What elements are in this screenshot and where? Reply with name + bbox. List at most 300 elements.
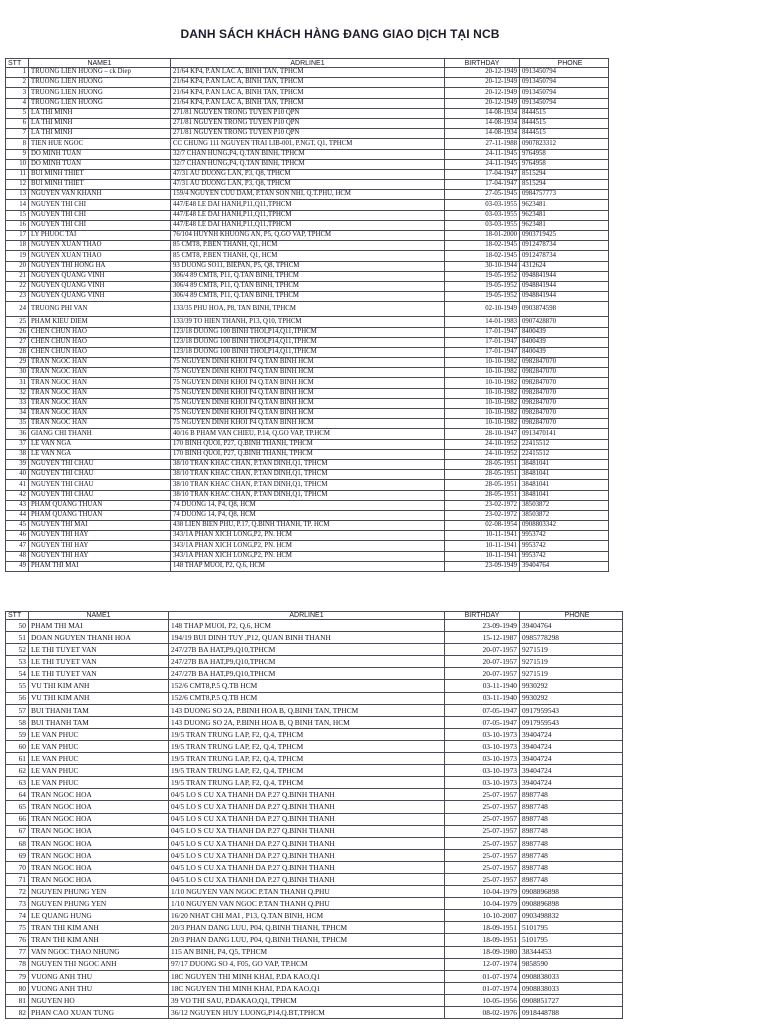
stt-cell: 6 — [6, 118, 29, 128]
table-row — [6, 337, 609, 347]
phone-cell: 9764958 — [520, 159, 609, 169]
name-cell: DO MINH TUAN — [29, 149, 171, 159]
name-cell: TRUONG LIEN HUONG — [29, 78, 171, 88]
birthday-cell: 25-07-1957 — [445, 861, 520, 873]
name-cell: DOAN NGUYEN THANH HOA — [29, 632, 169, 644]
table-row — [6, 551, 609, 561]
phone-cell: 0948841944 — [520, 292, 609, 302]
stt-cell: 47 — [6, 541, 29, 551]
address-cell: 170 BINH QUOI, P27, Q.BINH THANH, TPHCM — [171, 449, 445, 459]
stt-cell: 11 — [6, 169, 29, 179]
table-row — [6, 692, 623, 704]
phone-cell: 8444515 — [520, 118, 609, 128]
birthday-cell: 23-02-1972 — [445, 500, 520, 510]
name-cell: NGUYEN THI HAY — [29, 551, 171, 561]
table-row — [6, 78, 609, 88]
address-cell: 19/5 TRAN TRUNG LAP, F2, Q.4, TPHCM — [169, 728, 445, 740]
birthday-cell: 01-07-1974 — [445, 970, 520, 982]
stt-cell: 8 — [6, 139, 29, 149]
address-cell: 133/35 PHU HOA, P8, TAN BINH, TPHCM — [171, 302, 445, 317]
phone-cell: 0982847070 — [520, 409, 609, 419]
birthday-cell: 10-10-1982 — [445, 368, 520, 378]
birthday-cell: 25-07-1957 — [445, 849, 520, 861]
table-row — [6, 129, 609, 139]
address-cell: 143 DUONG SO 2A, P.BINH HOA B, Q BINH TAN, HCM — [169, 716, 445, 728]
table-row — [6, 500, 609, 510]
table-row — [6, 378, 609, 388]
phone-cell: 0982847070 — [520, 378, 609, 388]
header-row — [6, 612, 623, 620]
stt-cell: 12 — [6, 180, 29, 190]
table-row — [6, 531, 609, 541]
name-cell: NGUYEN PHUNG YEN — [29, 898, 169, 910]
birthday-cell: 03-10-1973 — [445, 728, 520, 740]
address-cell: 04/5 LO S CU XA THANH DA P.27 Q.BINH THANH — [169, 861, 445, 873]
stt-cell: 65 — [6, 801, 29, 813]
address-cell: 247/27B BA HAT,P9,Q10,TPHCM — [169, 656, 445, 668]
stt-cell: 66 — [6, 813, 29, 825]
stt-cell: 79 — [6, 970, 29, 982]
stt-cell: 45 — [6, 521, 29, 531]
name-cell: LA THI MINH — [29, 118, 171, 128]
birthday-cell: 23-09-1949 — [445, 620, 520, 632]
birthday-cell: 17-04-1947 — [445, 169, 520, 179]
address-cell: 247/27B BA HAT,P9,Q10,TPHCM — [169, 668, 445, 680]
header-name: NAME1 — [29, 612, 169, 620]
birthday-cell: 03-10-1973 — [445, 765, 520, 777]
table-row — [6, 765, 623, 777]
birthday-cell: 28-05-1951 — [445, 459, 520, 469]
phone-cell: 8987748 — [520, 825, 623, 837]
header-stt: STT — [6, 612, 29, 620]
table-row — [6, 934, 623, 946]
stt-cell: 58 — [6, 716, 29, 728]
address-cell: 143 DUONG SO 2A, P.BINH HOA B, Q.BINH TAN, TPHCM — [169, 704, 445, 716]
table-row — [6, 886, 623, 898]
stt-cell: 64 — [6, 789, 29, 801]
stt-cell: 71 — [6, 873, 29, 885]
address-cell: 306/4 89 CMT8, P11, Q.TAN BINH, TPHCM — [171, 281, 445, 291]
birthday-cell: 03-11-1940 — [445, 692, 520, 704]
table-row — [6, 801, 623, 813]
birthday-cell: 18-09-1951 — [445, 922, 520, 934]
phone-cell: 0903498832 — [520, 910, 623, 922]
phone-cell: 5101795 — [520, 922, 623, 934]
birthday-cell: 14-08-1934 — [445, 118, 520, 128]
address-cell: 93 DUONG SO11, BIEPAN, P5, Q8, TPHCM — [171, 261, 445, 271]
phone-cell: 8400439 — [520, 337, 609, 347]
name-cell: PHAM THI MAI — [29, 561, 171, 571]
birthday-cell: 25-07-1957 — [445, 873, 520, 885]
stt-cell: 52 — [6, 644, 29, 656]
stt-cell: 37 — [6, 439, 29, 449]
table-row — [6, 861, 623, 873]
name-cell: LE QUANG HUNG — [29, 910, 169, 922]
stt-cell: 35 — [6, 419, 29, 429]
birthday-cell: 24-11-1945 — [445, 159, 520, 169]
address-cell: 75 NGUYEN DINH KHOI P4 Q.TAN BINH HCM — [171, 398, 445, 408]
address-cell: 447/E48 LE DAI HANH,P11,Q11,TPHCM — [171, 200, 445, 210]
stt-cell: 46 — [6, 531, 29, 541]
phone-cell: 8444515 — [520, 129, 609, 139]
address-cell: 76/104 HUYNH KHUONG AN, P5, Q.GO VAP, TPHCM — [171, 231, 445, 241]
table-row — [6, 789, 623, 801]
phone-cell: 8987748 — [520, 789, 623, 801]
table-row — [6, 388, 609, 398]
name-cell: VU THI KIM ANH — [29, 680, 169, 692]
name-cell: TRAN NGOC HAN — [29, 378, 171, 388]
table-row — [6, 541, 609, 551]
birthday-cell: 10-11-1941 — [445, 531, 520, 541]
stt-cell: 23 — [6, 292, 29, 302]
table-row — [6, 970, 623, 982]
phone-cell: 39404764 — [520, 620, 623, 632]
name-cell: TRAN NGOC HAN — [29, 398, 171, 408]
stt-cell: 78 — [6, 958, 29, 970]
table-row — [6, 910, 623, 922]
table-row — [6, 200, 609, 210]
phone-cell: 9858590 — [520, 958, 623, 970]
table-row — [6, 368, 609, 378]
address-cell: 36/12 NGUYEN HUY LUONG,P14,Q.BT,TPHCM — [169, 1007, 445, 1019]
name-cell: VAN NGOC THAO NHUNG — [29, 946, 169, 958]
phone-cell: 0982847070 — [520, 388, 609, 398]
birthday-cell: 12-07-1974 — [445, 958, 520, 970]
table-row — [6, 419, 609, 429]
birthday-cell: 10-10-1982 — [445, 388, 520, 398]
birthday-cell: 10-05-1956 — [445, 994, 520, 1006]
name-cell: LA THI MINH — [29, 129, 171, 139]
phone-cell: 9953742 — [520, 541, 609, 551]
stt-cell: 72 — [6, 886, 29, 898]
table-row — [6, 644, 623, 656]
stt-cell: 25 — [6, 317, 29, 327]
address-cell: 75 NGUYEN DINH KHOI P4 Q.TAN BINH HCM — [171, 388, 445, 398]
table-row — [6, 139, 609, 149]
phone-cell: 0948841944 — [520, 271, 609, 281]
address-cell: 123/18 DUONG 100 BINH THOI,P14,Q11,TPHCM — [171, 327, 445, 337]
stt-cell: 2 — [6, 78, 29, 88]
name-cell: TRUONG LIEN HUONG — [29, 88, 171, 98]
table-row — [6, 1007, 623, 1019]
address-cell: 343/1A PHAN XICH LONG,P2, PN. HCM — [171, 551, 445, 561]
table-row — [6, 668, 623, 680]
name-cell: TRAN NGOC HAN — [29, 409, 171, 419]
stt-cell: 70 — [6, 861, 29, 873]
birthday-cell: 02-08-1954 — [445, 521, 520, 531]
stt-cell: 5 — [6, 108, 29, 118]
name-cell: NGUYEN QUANG VINH — [29, 292, 171, 302]
name-cell: LE THI TUYET VAN — [29, 656, 169, 668]
name-cell: NGUYEN THI CHI — [29, 210, 171, 220]
table-row — [6, 358, 609, 368]
birthday-cell: 25-07-1957 — [445, 801, 520, 813]
address-cell: 97/17 DUONG SO 4, F05, GO VAP, TP.HCM — [169, 958, 445, 970]
stt-cell: 68 — [6, 837, 29, 849]
phone-cell: 0917959543 — [520, 704, 623, 716]
name-cell: TRAN NGOC HOA — [29, 789, 169, 801]
birthday-cell: 03-10-1973 — [445, 777, 520, 789]
address-cell: 21/64 KP4, P.AN LAC A, BINH TAN, TPHCM — [171, 98, 445, 108]
birthday-cell: 27-11-1988 — [445, 139, 520, 149]
address-cell: 32/7 CHAN HUNG,P4, Q.TAN BINH, TPHCM — [171, 159, 445, 169]
name-cell: TRAN NGOC HOA — [29, 813, 169, 825]
name-cell: PHAM THI MAI — [29, 620, 169, 632]
name-cell: PHAN CAO XUAN TUNG — [29, 1007, 169, 1019]
stt-cell: 16 — [6, 220, 29, 230]
birthday-cell: 17-01-1947 — [445, 347, 520, 357]
table-row — [6, 210, 609, 220]
stt-cell: 40 — [6, 470, 29, 480]
table-row — [6, 98, 609, 108]
birthday-cell: 03-03-1955 — [445, 210, 520, 220]
table-row — [6, 159, 609, 169]
name-cell: NGUYEN THI CHI — [29, 220, 171, 230]
header-phone: PHONE — [520, 612, 623, 620]
stt-cell: 82 — [6, 1007, 29, 1019]
phone-cell: 39404764 — [520, 561, 609, 571]
address-cell: 133/39 TO HIEN THANH, P13, Q10, TPHCM — [171, 317, 445, 327]
name-cell: NGUYEN THI HAY — [29, 531, 171, 541]
address-cell: 75 NGUYEN DINH KHOI P4 Q.TAN BINH HCM — [171, 368, 445, 378]
birthday-cell: 19-05-1952 — [445, 292, 520, 302]
address-cell: 438 LIEN BIEN PHU, P.17, Q.BINH THANH, TP. HCM — [171, 521, 445, 531]
stt-cell: 55 — [6, 680, 29, 692]
name-cell: VUONG ANH THU — [29, 982, 169, 994]
phone-cell: 0908851727 — [520, 994, 623, 1006]
name-cell: NGUYEN THI MAI — [29, 521, 171, 531]
birthday-cell: 10-04-1979 — [445, 898, 520, 910]
name-cell: BUI MINH THIET — [29, 169, 171, 179]
stt-cell: 50 — [6, 620, 29, 632]
address-cell: 85 CMT8, P.BEN THANH, Q1, HCM — [171, 241, 445, 251]
stt-cell: 59 — [6, 728, 29, 740]
table-row — [6, 994, 623, 1006]
table-row — [6, 317, 609, 327]
table-row — [6, 982, 623, 994]
stt-cell: 60 — [6, 740, 29, 752]
stt-cell: 14 — [6, 200, 29, 210]
stt-cell: 43 — [6, 500, 29, 510]
phone-cell: 9271519 — [520, 656, 623, 668]
table-row — [6, 680, 623, 692]
phone-cell: 9953742 — [520, 531, 609, 541]
phone-cell: 9623481 — [520, 220, 609, 230]
birthday-cell: 20-12-1949 — [445, 98, 520, 108]
birthday-cell: 20-07-1957 — [445, 668, 520, 680]
header-birthday: BIRTHDAY — [445, 59, 520, 68]
stt-cell: 73 — [6, 898, 29, 910]
phone-cell: 22415512 — [520, 449, 609, 459]
birthday-cell: 25-07-1957 — [445, 813, 520, 825]
birthday-cell: 20-07-1957 — [445, 644, 520, 656]
name-cell: NGUYEN HO — [29, 994, 169, 1006]
name-cell: LE VAN PHUC — [29, 765, 169, 777]
address-cell: 20/3 PHAN DANG LUU, P04, Q.BINH THANH, TPHCM — [169, 934, 445, 946]
table-row — [6, 108, 609, 118]
stt-cell: 36 — [6, 429, 29, 439]
phone-cell: 0908838033 — [520, 982, 623, 994]
phone-cell: 9623481 — [520, 200, 609, 210]
table-row — [6, 728, 623, 740]
address-cell: 1/10 NGUYEN VAN NGOC P.TAN THANH Q.PHU — [169, 886, 445, 898]
phone-cell: 8987748 — [520, 801, 623, 813]
stt-cell: 38 — [6, 449, 29, 459]
stt-cell: 31 — [6, 378, 29, 388]
stt-cell: 27 — [6, 337, 29, 347]
name-cell: DO MINH TUAN — [29, 159, 171, 169]
name-cell: NGUYEN XUAN THAO — [29, 241, 171, 251]
phone-cell: 38481041 — [520, 480, 609, 490]
name-cell: TRUONG LIEN HUONG – ck Diep — [29, 68, 171, 78]
birthday-cell: 23-09-1949 — [445, 561, 520, 571]
name-cell: TRAN NGOC HOA — [29, 849, 169, 861]
address-cell: 21/64 KP4, P.AN LAC A, BINH TAN, TPHCM — [171, 88, 445, 98]
customer-table-2 — [5, 611, 623, 1019]
birthday-cell: 14-08-1934 — [445, 129, 520, 139]
address-cell: 75 NGUYEN DINH KHOI P4 Q.TAN BINH HCM — [171, 358, 445, 368]
address-cell: 38/10 TRAN KHAC CHAN, P.TAN DINH,Q1, TPHCM — [171, 480, 445, 490]
name-cell: TRAN NGOC HAN — [29, 368, 171, 378]
birthday-cell: 10-04-1979 — [445, 886, 520, 898]
name-cell: LE VAN PHUC — [29, 740, 169, 752]
phone-cell: 0985778298 — [520, 632, 623, 644]
table-row — [6, 922, 623, 934]
address-cell: 21/64 KP4, P.AN LAC A, BINH TAN, TPHCM — [171, 68, 445, 78]
birthday-cell: 24-10-1952 — [445, 449, 520, 459]
address-cell: 40/16 B PHAM VAN CHIEU, P.14, Q.GO VAP, TP.HCM — [171, 429, 445, 439]
name-cell: NGUYEN THI CHAU — [29, 470, 171, 480]
table-row — [6, 480, 609, 490]
name-cell: NGUYEN THI HONG HA — [29, 261, 171, 271]
name-cell: LY PHUOC TAI — [29, 231, 171, 241]
address-cell: 47/31 AU DUONG LAN, P3, Q8, TPHCM — [171, 180, 445, 190]
table-row — [6, 241, 609, 251]
birthday-cell: 28-10-1947 — [445, 429, 520, 439]
birthday-cell: 20-12-1949 — [445, 88, 520, 98]
table-row — [6, 327, 609, 337]
phone-cell: 0912478734 — [520, 251, 609, 261]
address-cell: 148 THAP MUOI, P2, Q.6, HCM — [169, 620, 445, 632]
address-cell: 04/5 LO S CU XA THANH DA P.27 Q.BINH THANH — [169, 837, 445, 849]
table-row — [6, 825, 623, 837]
birthday-cell: 20-12-1949 — [445, 78, 520, 88]
name-cell: CHEN CHUN HAO — [29, 347, 171, 357]
address-cell: 39 VO THI SAU, P.DAKAO,Q1, TPHCM — [169, 994, 445, 1006]
address-cell: 75 NGUYEN DINH KHOI P4 Q.TAN BINH HCM — [171, 419, 445, 429]
address-cell: 38/10 TRAN KHAC CHAN, P.TAN DINH,Q1, TPHCM — [171, 490, 445, 500]
address-cell: 19/5 TRAN TRUNG LAP, F2, Q.4, TPHCM — [169, 777, 445, 789]
name-cell: TRAN NGOC HOA — [29, 801, 169, 813]
birthday-cell: 18-01-2000 — [445, 231, 520, 241]
header-row — [6, 59, 609, 68]
name-cell: LE VAN NGA — [29, 449, 171, 459]
address-cell: 19/5 TRAN TRUNG LAP, F2, Q.4, TPHCM — [169, 740, 445, 752]
phone-cell: 0982847070 — [520, 368, 609, 378]
header-stt: STT — [6, 59, 29, 68]
stt-cell: 41 — [6, 480, 29, 490]
stt-cell: 80 — [6, 982, 29, 994]
header-name: NAME1 — [29, 59, 171, 68]
address-cell: 306/4 89 CMT8, P11, Q.TAN BINH, TPHCM — [171, 271, 445, 281]
birthday-cell: 03-10-1973 — [445, 740, 520, 752]
stt-cell: 56 — [6, 692, 29, 704]
name-cell: NGUYEN THI CHAU — [29, 480, 171, 490]
address-cell: 271/81 NGUYEN TRONG TUYEN P10 QPN — [171, 129, 445, 139]
stt-cell: 33 — [6, 398, 29, 408]
table-row — [6, 459, 609, 469]
stt-cell: 19 — [6, 251, 29, 261]
phone-cell: 0908896898 — [520, 898, 623, 910]
address-cell: 247/27B BA HAT,P9,Q10,TPHCM — [169, 644, 445, 656]
header-birthday: BIRTHDAY — [445, 612, 520, 620]
phone-cell: 0982847070 — [520, 398, 609, 408]
table-row — [6, 261, 609, 271]
phone-cell: 8515294 — [520, 169, 609, 179]
name-cell: TRAN NGOC HOA — [29, 825, 169, 837]
table-row — [6, 510, 609, 520]
header-phone: PHONE — [520, 59, 609, 68]
address-cell: 343/1A PHAN XICH LONG,P2, PN. HCM — [171, 531, 445, 541]
phone-cell: 9930292 — [520, 680, 623, 692]
name-cell: CHEN CHUN HAO — [29, 337, 171, 347]
address-cell: 47/31 AU DUONG LAN, P3, Q8, TPHCM — [171, 169, 445, 179]
table-row — [6, 88, 609, 98]
name-cell: TRAN NGOC HOA — [29, 861, 169, 873]
birthday-cell: 20-12-1949 — [445, 68, 520, 78]
table-row — [6, 620, 623, 632]
phone-cell: 0908803342 — [520, 521, 609, 531]
name-cell: LE THI TUYET VAN — [29, 644, 169, 656]
stt-cell: 75 — [6, 922, 29, 934]
birthday-cell: 30-10-1944 — [445, 261, 520, 271]
name-cell: TRUONG PHI VAN — [29, 302, 171, 317]
name-cell: VU THI KIM ANH — [29, 692, 169, 704]
birthday-cell: 19-05-1952 — [445, 281, 520, 291]
birthday-cell: 10-11-1941 — [445, 541, 520, 551]
table-row — [6, 220, 609, 230]
name-cell: CHEN CHUN HAO — [29, 327, 171, 337]
table-row — [6, 398, 609, 408]
phone-cell: 38481041 — [520, 470, 609, 480]
birthday-cell: 20-07-1957 — [445, 656, 520, 668]
address-cell: 152/6 CMT8,P.5 Q.TB HCM — [169, 680, 445, 692]
address-cell: 18C NGUYEN THI MINH KHAI, P.DA KAO,Q1 — [169, 970, 445, 982]
table-row — [6, 190, 609, 200]
stt-cell: 44 — [6, 510, 29, 520]
name-cell: NGUYEN PHUNG YEN — [29, 886, 169, 898]
phone-cell: 38481041 — [520, 490, 609, 500]
table-row — [6, 439, 609, 449]
phone-cell: 8987748 — [520, 813, 623, 825]
birthday-cell: 10-10-1982 — [445, 358, 520, 368]
address-cell: 447/E48 LE DAI HANH,P11,Q11,TPHCM — [171, 210, 445, 220]
birthday-cell: 07-05-1947 — [445, 704, 520, 716]
birthday-cell: 23-02-1972 — [445, 510, 520, 520]
name-cell: LA THI MINH — [29, 108, 171, 118]
phone-cell: 39404724 — [520, 777, 623, 789]
birthday-cell: 24-11-1945 — [445, 149, 520, 159]
name-cell: TRAN THI KIM ANH — [29, 922, 169, 934]
phone-cell: 0984757773 — [520, 190, 609, 200]
name-cell: TRUONG LIEN HUONG — [29, 98, 171, 108]
table-row — [6, 180, 609, 190]
address-cell: 04/5 LO S CU XA THANH DA P.27 Q.BINH THANH — [169, 873, 445, 885]
phone-cell: 4312624 — [520, 261, 609, 271]
stt-cell: 29 — [6, 358, 29, 368]
phone-cell: 0907428870 — [520, 317, 609, 327]
name-cell: NGUYEN XUAN THAO — [29, 251, 171, 261]
